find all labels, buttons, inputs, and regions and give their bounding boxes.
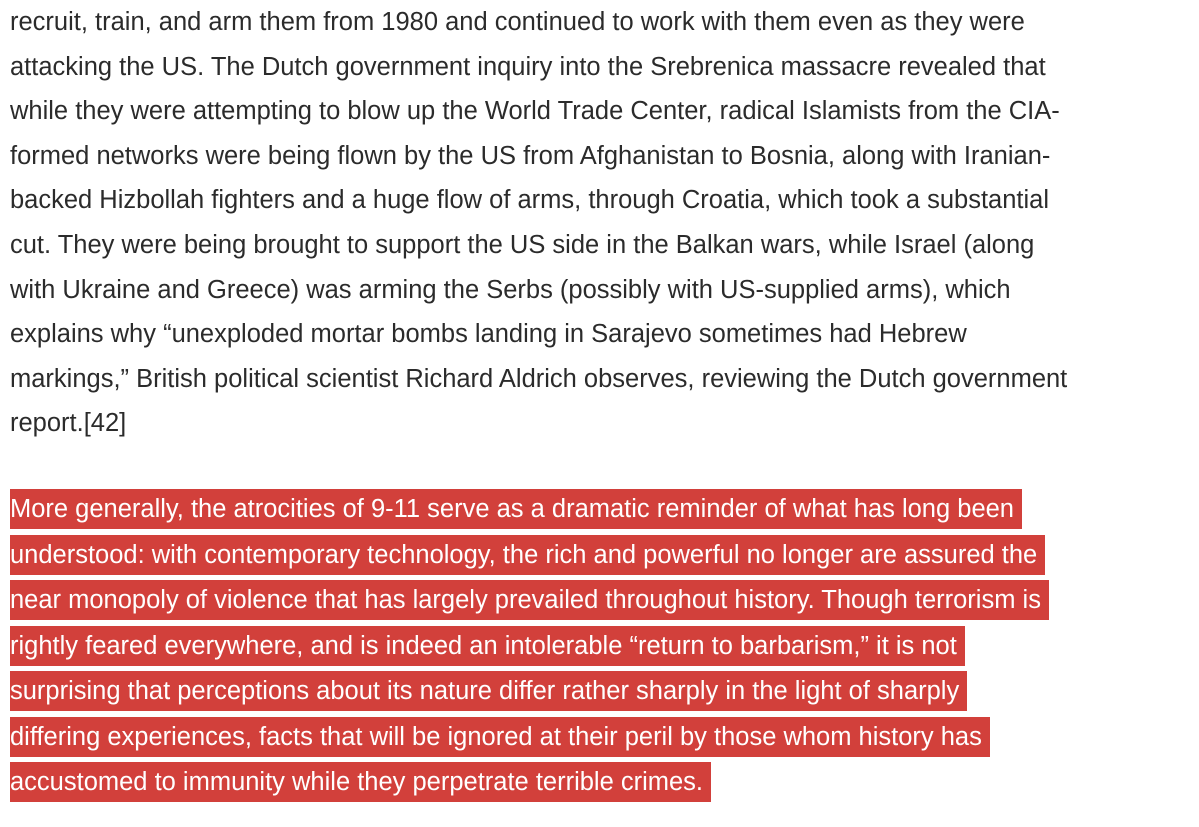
highlighted-paragraph[interactable] <box>10 487 1049 806</box>
selection-highlight: rightly feared everywhere, and is indeed an intolerable “return to barbarism,” it is not <box>10 626 965 666</box>
text-line[interactable]: report.[42] <box>10 409 127 438</box>
text-line: explains why “unexploded mortar bombs landing in Sarajevo sometimes had Hebrew <box>10 320 967 349</box>
selection-highlight: differing experiences, facts that will be ignored at their peril by those whom history has <box>10 717 990 757</box>
highlighted-line <box>10 578 1049 624</box>
highlighted-line <box>10 669 1049 715</box>
text-line: recruit, train, and arm them from 1980 and continued to work with them even as they were <box>10 8 1025 36</box>
selection-highlight: surprising that perceptions about its nature differ rather sharply in the light of sharply <box>10 671 967 711</box>
selection-highlight: understood: with contemporary technology, the rich and powerful no longer are assured the <box>10 535 1045 575</box>
text-line: markings,” British political scientist Richard Aldrich observes, reviewing the Dutch government <box>10 364 1068 393</box>
text-line: backed Hizbollah fighters and a huge flow of arms, through Croatia, which took a substantial <box>10 186 1050 215</box>
selection-highlight: near monopoly of violence that has largely prevailed throughout history. Though terrorism is <box>10 580 1049 620</box>
highlighted-line <box>10 760 1049 806</box>
text-line: while they were attempting to blow up the World Trade Center, radical Islamists from the CIA- <box>10 97 1060 126</box>
text-line: attacking the US. The Dutch government inquiry into the Srebrenica massacre revealed that <box>10 52 1046 81</box>
text-line: with Ukraine and Greece) was arming the Serbs (possibly with US-supplied arms), which <box>10 275 1011 304</box>
highlighted-line <box>10 487 1049 533</box>
highlighted-line <box>10 715 1049 761</box>
text-line: formed networks were being flown by the US from Afghanistan to Bosnia, along with Iranian- <box>10 141 1051 170</box>
highlighted-line <box>10 533 1049 579</box>
selection-highlight: accustomed to immunity while they perpetrate terrible crimes. <box>10 762 711 802</box>
text-line: cut. They were being brought to support the US side in the Balkan wars, while Israel (along <box>10 230 1035 259</box>
highlighted-line <box>10 624 1049 670</box>
paragraph-body <box>10 0 1067 446</box>
selection-highlight: More generally, the atrocities of 9-11 serve as a dramatic reminder of what has long been <box>10 489 1022 529</box>
